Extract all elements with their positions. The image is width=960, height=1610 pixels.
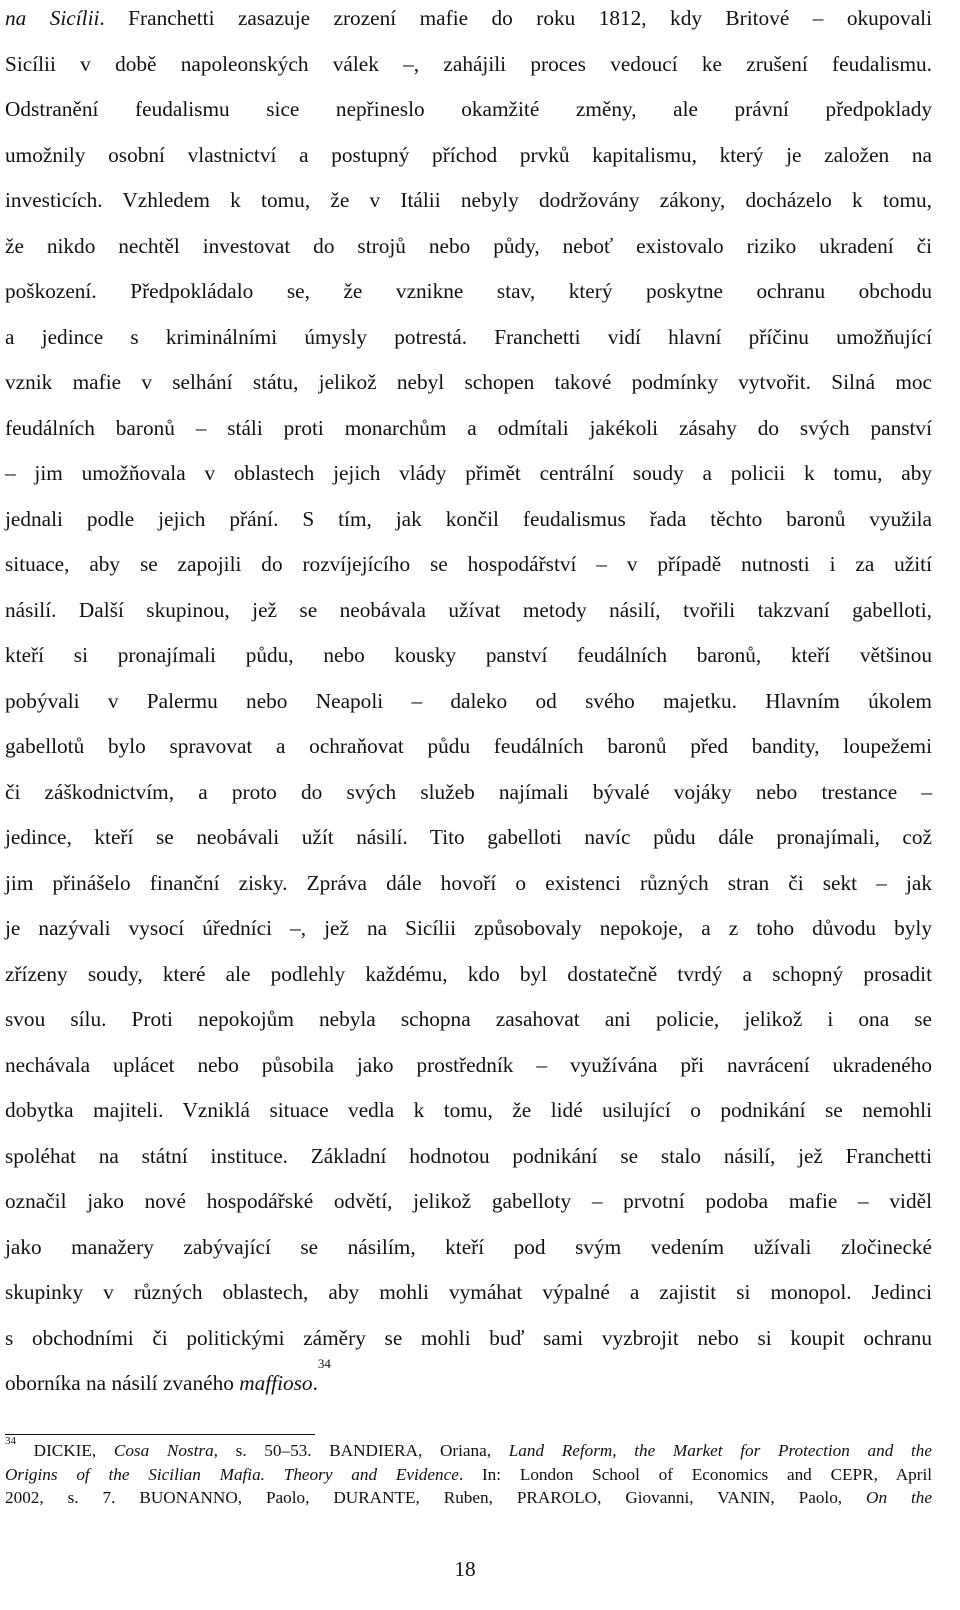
page-number: 18 [454, 1557, 476, 1581]
text-line: násilí. Další skupinou, jež se neobávala užívat metody násilí, tvořili takzvaní gabelloti, [5, 597, 932, 622]
footnote-number: 34 [5, 1435, 16, 1447]
text-line: poškození. Předpokládalo se, že vznikne stav, který poskytne ochranu obchodu [5, 279, 932, 303]
text-line: investicích. Vzhledem k tomu, že v Itálii nebyly dodržovány zákony, docházelo k tomu, [5, 188, 932, 212]
text-line: a jedince s kriminálními úmysly potrestá. Franchetti vidí hlavní příčinu umožňující [5, 324, 932, 349]
text-line: zřízeny soudy, které ale podlehly každému, kdo byl dostatečně tvrdý a schopný prosadit [5, 961, 932, 986]
text-line-last: oborníka na násilí zvaného maffioso.$^{34}$ [5, 1356, 331, 1395]
text-line: pobývali v Palermu nebo Neapoli – daleko od svého majetku. Hlavním úkolem [5, 688, 932, 713]
text-line: na Sicílii. Franchetti zasazuje zrození mafie do roku 1812, kdy Britové – okupovali [5, 6, 932, 30]
text-line: jednali podle jejich přání. S tím, jak končil feudalismus řada těchto baronů využila [5, 506, 932, 531]
text-line: je nazývali vysocí úředníci –, jež na Sicílii způsobovaly nepokoje, a z toho důvodu byly [5, 916, 932, 940]
text-line: či záškodnictvím, a proto do svých služeb najímali bývalé vojáky nebo trestance – [5, 779, 932, 804]
text-line: kteří si pronajímali půdu, nebo kousky panství feudálních baronů, kteří většinou [5, 643, 932, 667]
text-line: feudálních baronů – stáli proti monarchům a odmítali jakékoli zásahy do svých panství [5, 415, 932, 440]
text-line: situace, aby se zapojili do rozvíjejícího se hospodářství – v případě nutnosti i za užití [5, 552, 932, 576]
text-line: vznik mafie v selhání státu, jelikož nebyl schopen takové podmínky vytvořit. Silná moc [5, 370, 932, 394]
text-line: spoléhat na státní instituce. Základní hodnotou podnikání se stalo násilí, jež Franchetti [5, 1143, 932, 1168]
footnote-line: Origins of the Sicilian Mafia. Theory and Evidence. In: London School of Economics and CEPR, April [5, 1464, 932, 1484]
italic-text: maffioso [239, 1371, 313, 1395]
footnote [5, 1435, 932, 1510]
text-line: nechávala uplácet nebo působila jako prostředník – využívána při navrácení ukradeného [5, 1052, 932, 1077]
italic-text: na Sicílii [5, 6, 100, 30]
text-line: označil jako nové hospodářské odvětí, jelikož gabelloty – prvotní podoba mafie – viděl [5, 1189, 932, 1213]
footnote-divider [5, 1434, 315, 1435]
text-line: – jim umožňovala v oblastech jejich vlády přimět centrální soudy a policii k tomu, aby [5, 461, 932, 485]
body-paragraph [5, 0, 932, 1407]
text-line: umožnily osobní vlastnictví a postupný příchod prvků kapitalismu, který je založen na [5, 142, 932, 167]
text-line: že nikdo nechtěl investovat do strojů nebo půdy, neboť existovalo riziko ukradení či [5, 233, 932, 258]
text-line: svou sílu. Proti nepokojům nebyla schopna zasahovat ani policie, jelikož i ona se [5, 1007, 932, 1031]
footnote-line: 2002, s. 7. BUONANNO, Paolo, DURANTE, Ruben, PRAROLO, Giovanni, VANIN, Paolo, On the [5, 1488, 932, 1507]
text-line: Sicílii v době napoleonských válek –, zahájili proces vedoucí ke zrušení feudalismu. [5, 51, 932, 76]
text-line: dobytka majiteli. Vzniklá situace vedla k tomu, že lidé usilující o podnikání se nemohli [5, 1098, 932, 1122]
footnote-reference[interactable]: 34 [317, 1356, 331, 1371]
text-line: gabellotů bylo spravovat a ochraňovat půdu feudálních baronů před bandity, loupežemi [5, 734, 932, 758]
text-line: skupinky v různých oblastech, aby mohli vymáhat výpalné a zajistit si monopol. Jedinci [5, 1280, 932, 1304]
text-line: jako manažery zabývající se násilím, kteří pod svým vedením užívali zločinecké [5, 1234, 932, 1259]
text-line: jim přinášelo finanční zisky. Zpráva dále hovoří o existenci různých stran či sekt – jak [5, 870, 932, 895]
text-line: s obchodními či politickými záměry se mohli buď sami vyzbrojit nebo si koupit ochranu [5, 1325, 932, 1350]
text-line: jedince, kteří se neobávali užít násilí. Tito gabelloti navíc půdu dále pronajímali, což [5, 825, 932, 849]
footnote-line: $^{34}$ DICKIE, Cosa Nostra, s. 50–53. BANDIERA, Oriana, Land Reform, the Market for Protection and the [5, 1435, 932, 1460]
text-line: Odstranění feudalismu sice nepřineslo okamžité změny, ale právní předpoklady [5, 97, 932, 121]
